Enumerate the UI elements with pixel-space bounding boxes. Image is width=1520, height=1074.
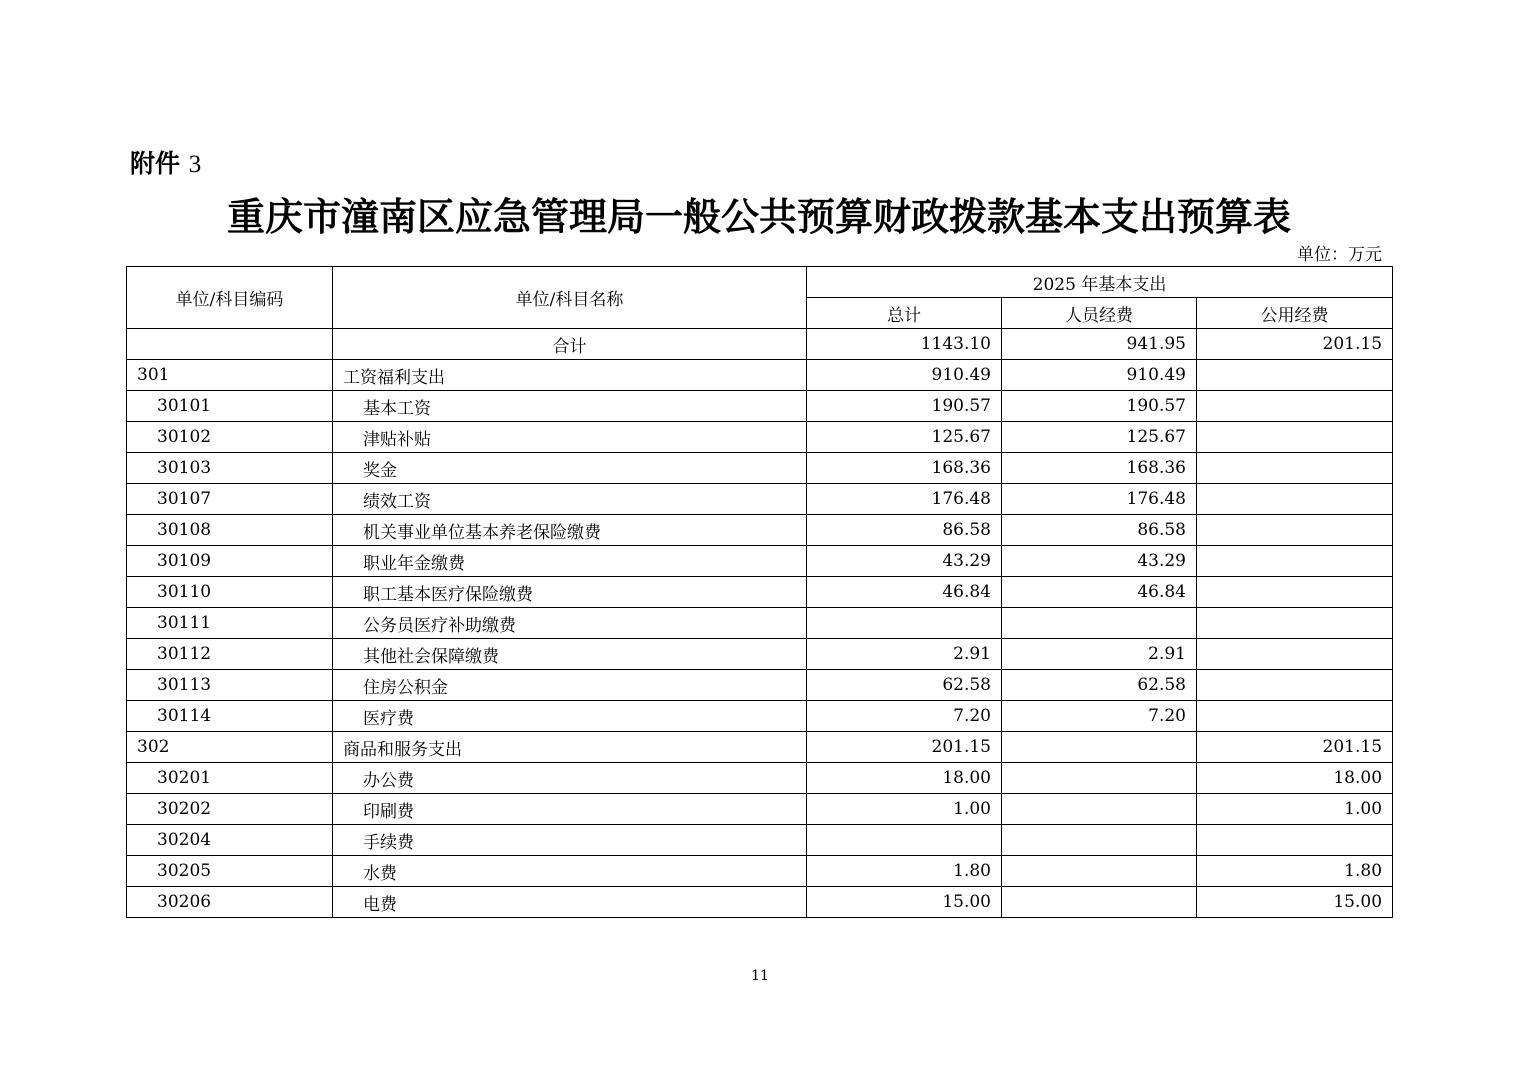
row-name: 公务员医疗补助缴费 [333,608,807,639]
header-row-1 [127,267,1393,298]
row-code: 301 [127,360,333,391]
row-name: 职业年金缴费 [333,546,807,577]
row-personnel: 86.58 [1002,515,1197,546]
row-public [1197,825,1393,856]
row-personnel: 910.49 [1002,360,1197,391]
row-total: 910.49 [807,360,1002,391]
table-row [127,670,1393,701]
row-code: 30113 [127,670,333,701]
row-total: 125.67 [807,422,1002,453]
row-personnel: 7.20 [1002,701,1197,732]
row-code: 30110 [127,577,333,608]
table-row [127,701,1393,732]
row-public [1197,670,1393,701]
table-row [127,360,1393,391]
row-public [1197,577,1393,608]
row-public [1197,701,1393,732]
row-code: 30109 [127,546,333,577]
row-name: 电费 [333,887,807,918]
header-total: 总计 [807,298,1002,329]
table-row [127,391,1393,422]
attachment-number: 3 [188,151,202,178]
row-public [1197,639,1393,670]
row-code: 30103 [127,453,333,484]
row-total [807,608,1002,639]
row-personnel: 43.29 [1002,546,1197,577]
row-code: 30102 [127,422,333,453]
row-name: 职工基本医疗保险缴费 [333,577,807,608]
row-public: 1.00 [1197,794,1393,825]
table-row [127,825,1393,856]
row-name: 其他社会保障缴费 [333,639,807,670]
row-public [1197,422,1393,453]
row-code: 30114 [127,701,333,732]
attachment-label [130,144,201,180]
row-total: 43.29 [807,546,1002,577]
header-name: 单位/科目名称 [333,267,807,329]
row-name: 商品和服务支出 [333,732,807,763]
row-public: 201.15 [1197,329,1393,360]
header-code: 单位/科目编码 [127,267,333,329]
row-personnel: 125.67 [1002,422,1197,453]
table-row [127,546,1393,577]
table-row [127,453,1393,484]
row-code: 30112 [127,639,333,670]
row-total: 168.36 [807,453,1002,484]
row-personnel: 46.84 [1002,577,1197,608]
row-public [1197,453,1393,484]
row-public [1197,546,1393,577]
table-row [127,639,1393,670]
row-personnel: 190.57 [1002,391,1197,422]
unit-label: 单位：万元 [1297,245,1382,265]
header-group: 2025 年基本支出 [807,267,1393,298]
row-name: 机关事业单位基本养老保险缴费 [333,515,807,546]
row-public [1197,515,1393,546]
row-total: 62.58 [807,670,1002,701]
header-personnel: 人员经费 [1002,298,1197,329]
row-total: 201.15 [807,732,1002,763]
row-name: 水费 [333,856,807,887]
row-public: 18.00 [1197,763,1393,794]
row-total: 1.80 [807,856,1002,887]
row-total: 176.48 [807,484,1002,515]
row-name: 办公费 [333,763,807,794]
row-code: 302 [127,732,333,763]
row-name: 基本工资 [333,391,807,422]
document-title: 重庆市潼南区应急管理局一般公共预算财政拨款基本支出预算表 [226,195,1291,239]
row-public: 1.80 [1197,856,1393,887]
row-total: 46.84 [807,577,1002,608]
row-total: 86.58 [807,515,1002,546]
table-row [127,515,1393,546]
row-code [127,329,333,360]
row-code: 30202 [127,794,333,825]
row-public: 201.15 [1197,732,1393,763]
row-name: 住房公积金 [333,670,807,701]
row-personnel: 176.48 [1002,484,1197,515]
table-row [127,887,1393,918]
row-personnel [1002,794,1197,825]
table-row [127,856,1393,887]
budget-table [126,266,1393,918]
row-personnel [1002,732,1197,763]
row-code: 30206 [127,887,333,918]
row-personnel: 168.36 [1002,453,1197,484]
row-personnel [1002,887,1197,918]
table-row [127,763,1393,794]
row-personnel: 62.58 [1002,670,1197,701]
row-total: 1.00 [807,794,1002,825]
table-row [127,794,1393,825]
table-body [127,329,1393,918]
page-number: 11 [751,968,769,984]
row-code: 30108 [127,515,333,546]
row-personnel [1002,856,1197,887]
row-total: 2.91 [807,639,1002,670]
row-public [1197,391,1393,422]
header-public: 公用经费 [1197,298,1393,329]
row-code: 30205 [127,856,333,887]
table-row [127,422,1393,453]
row-name: 工资福利支出 [333,360,807,391]
row-code: 30107 [127,484,333,515]
row-total [807,825,1002,856]
row-name: 医疗费 [333,701,807,732]
row-name: 奖金 [333,453,807,484]
row-personnel [1002,608,1197,639]
row-public [1197,360,1393,391]
row-code: 30101 [127,391,333,422]
row-code: 30201 [127,763,333,794]
row-total: 7.20 [807,701,1002,732]
table-row [127,732,1393,763]
row-public [1197,484,1393,515]
table-row [127,484,1393,515]
row-public [1197,608,1393,639]
attachment-text: 附件 [130,149,181,178]
table-row [127,608,1393,639]
row-personnel: 941.95 [1002,329,1197,360]
row-code: 30204 [127,825,333,856]
row-personnel [1002,825,1197,856]
row-total: 15.00 [807,887,1002,918]
row-total: 18.00 [807,763,1002,794]
row-total: 190.57 [807,391,1002,422]
table-row [127,329,1393,360]
row-code: 30111 [127,608,333,639]
table-row [127,577,1393,608]
row-personnel [1002,763,1197,794]
row-name: 津贴补贴 [333,422,807,453]
row-name: 合计 [333,329,807,360]
row-name: 绩效工资 [333,484,807,515]
row-name: 印刷费 [333,794,807,825]
row-total: 1143.10 [807,329,1002,360]
row-name: 手续费 [333,825,807,856]
row-personnel: 2.91 [1002,639,1197,670]
row-public: 15.00 [1197,887,1393,918]
